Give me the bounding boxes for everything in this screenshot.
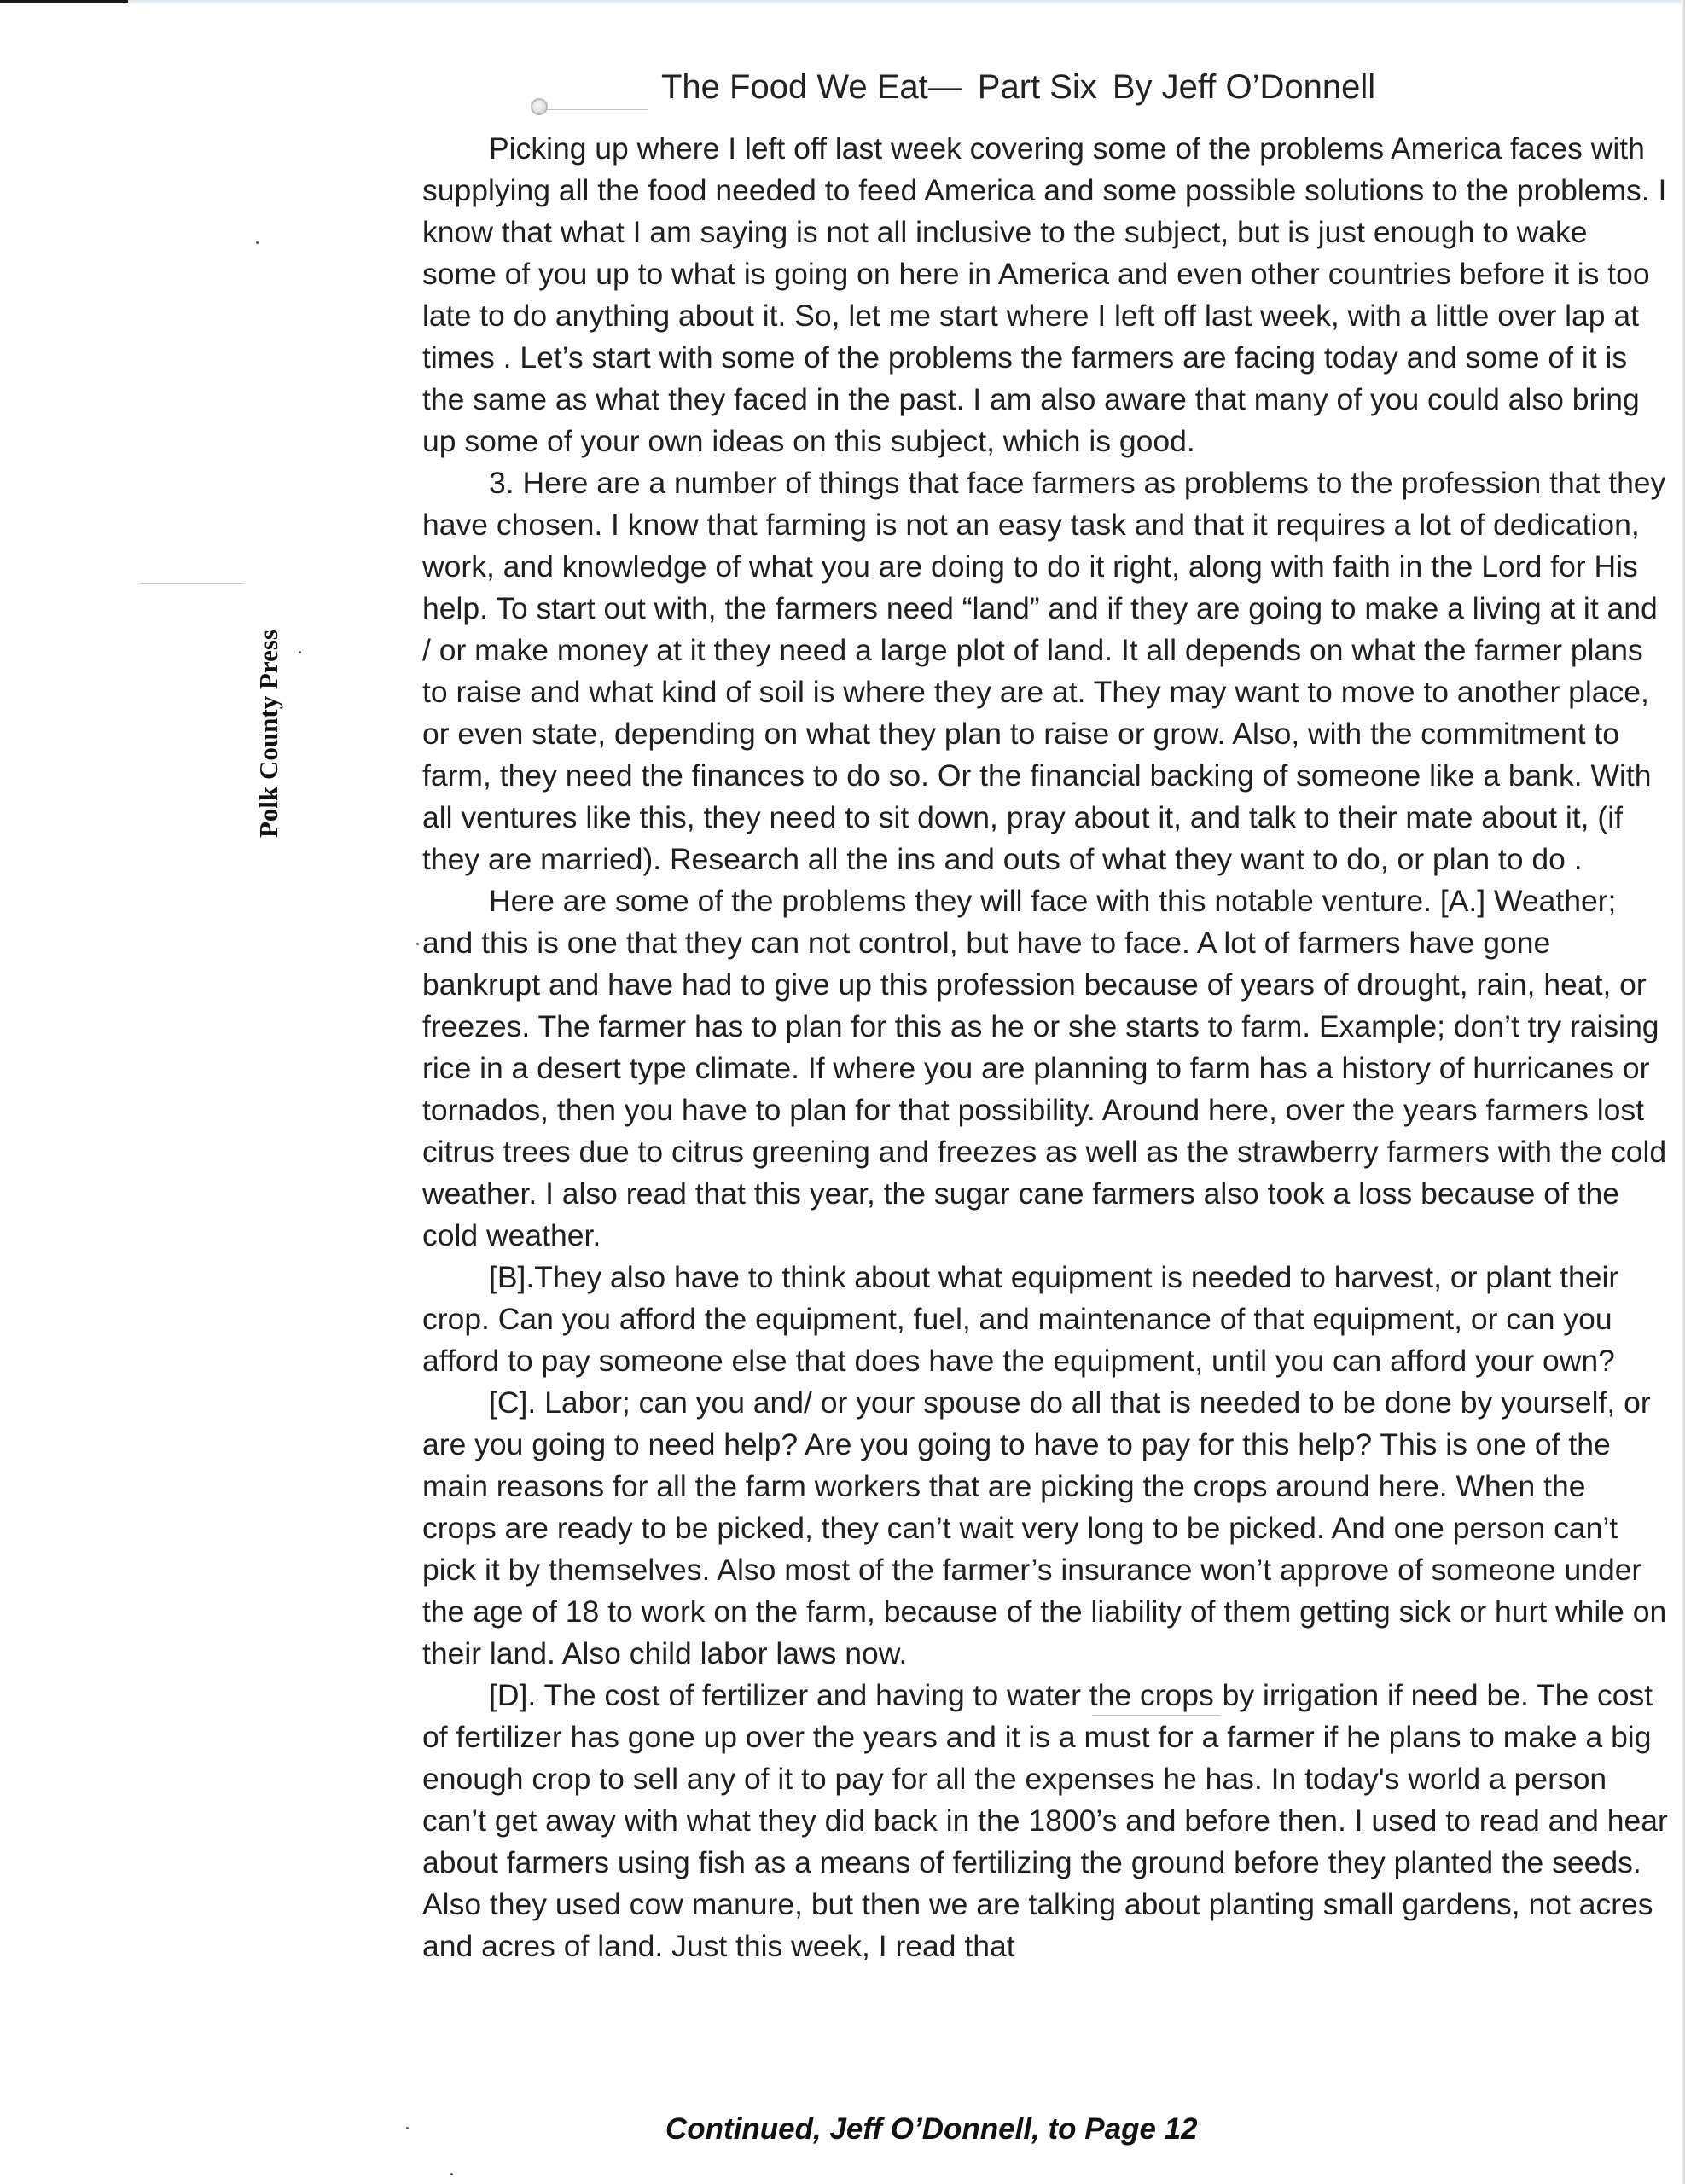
stray-dot <box>256 241 259 244</box>
stray-dot <box>299 651 301 653</box>
stray-line <box>141 583 243 584</box>
paragraph-fertilizer: [D]. The cost of fertilizer and having to water the crops by irrigation if need be. The cost of fertilizer has gone up over the years and it is a must for a farmer if he plans to make a big enough crop to sell any of it to pay for all the expenses he has. In today's world a person can’t get away with what they did back in the 1800’s and before then. I used to read and hear about farmers using fish as a means of fertilizing the ground before they planted the seeds. Also they used cow manure, but then we are talking about planting small gardens, not acres and acres of land. Just this week, I read that <box>422 1678 1668 1963</box>
byline: By Jeff O’Donnell <box>1112 68 1376 106</box>
continued-footer: Continued, Jeff O’Donnell, to Page 12 <box>665 2112 1198 2146</box>
paragraph-problems: 3. Here are a number of things that face farmers as problems to the profession that they have chosen. I know that farming is not an easy task and that it requires a lot of dedication, work, and knowledge of what you are doing to do it right, along with faith in the Lord for His help. To start out with, the farmers need “land” and if they are going to make a living at it and / or make money at it they need a large plot of land. It all depends on what the farmer plans to raise and what kind of soil is where they are at. They may want to move to another place, or even state, depending on what they plan to raise or grow. Also, with the commitment to farm, they need the finances to do so. Or the financial backing of someone like a bank. With all ventures like this, they need to sit down, pray about it, and talk to their mate about it, (if they are married). Research all the ins and outs of what they want to do, or plan to do . <box>422 466 1666 876</box>
stray-dot <box>406 2127 409 2129</box>
side-label: Polk County Press <box>253 629 283 839</box>
title-text: The Food We Eat— <box>661 68 962 106</box>
paragraph-weather: Here are some of the problems they will face with this notable venture. [A.] Weather; and this is one that they can not control, but have to face. A lot of farmers have gone bankrupt and have had to give up this profession because of years of drought, rain, heat, or freezes. The farmer has to plan for this as he or she starts to farm. Example; don’t try raising rice in a desert type climate. If where you are planning to farm has a history of hurricanes or tornados, then you have to plan for that possibility. Around here, over the years farmers lost citrus trees due to citrus greening and freezes as well as the strawberry farmers with the cold weather. I also read that this year, the sugar cane farmers also took a loss because of the cold weather. <box>422 884 1667 1252</box>
pin-mark <box>531 98 548 115</box>
scan-edge-right <box>1682 0 1685 2184</box>
paragraph-equipment: [B].They also have to think about what equipment is needed to harvest, or plant their crop. Can you afford the equipment, fuel, and maintenance of that equipment, or can you afford to pay someone else that does have the equipment, until you can afford your own? <box>422 1260 1619 1378</box>
scan-edge-top <box>0 0 1685 5</box>
paragraph-labor: [C]. Labor; can you and/ or your spouse do all that is needed to be done by yourself, or are you going to need help? Are you going to have to pay for this help? This is one of the main reasons for all the farm workers that are picking the crops around here. When the crops are ready to be picked, they can’t wait very long to be picked. And one person can’t pick it by themselves. Also most of the farmer’s insurance won’t approve of someone under the age of 18 to work on the farm, because of the liability of them getting sick or hurt while on their land. Also child labor laws now. <box>422 1385 1667 1670</box>
title-part: Part Six <box>977 68 1097 106</box>
stray-dot <box>416 943 419 945</box>
article-body <box>422 128 1668 1967</box>
page-title <box>661 68 1375 107</box>
scan-edge-mark <box>0 0 128 3</box>
stray-dot <box>450 2173 453 2175</box>
paragraph-intro: Picking up where I left off last week covering some of the problems America faces with supplying all the food needed to feed America and some possible solutions to the problems. I know that what I am saying is not all inclusive to the subject, but is just enough to wake some of you up to what is going on here in America and even other countries before it is too late to do anything about it. So, let me start where I left off last week, with a little over lap at times . Let’s start with some of the problems the farmers are facing today and some of it is the same as what they faced in the past. I am also aware that many of you could also bring up some of your own ideas on this subject, which is good. <box>422 131 1667 458</box>
stray-line <box>546 109 648 110</box>
